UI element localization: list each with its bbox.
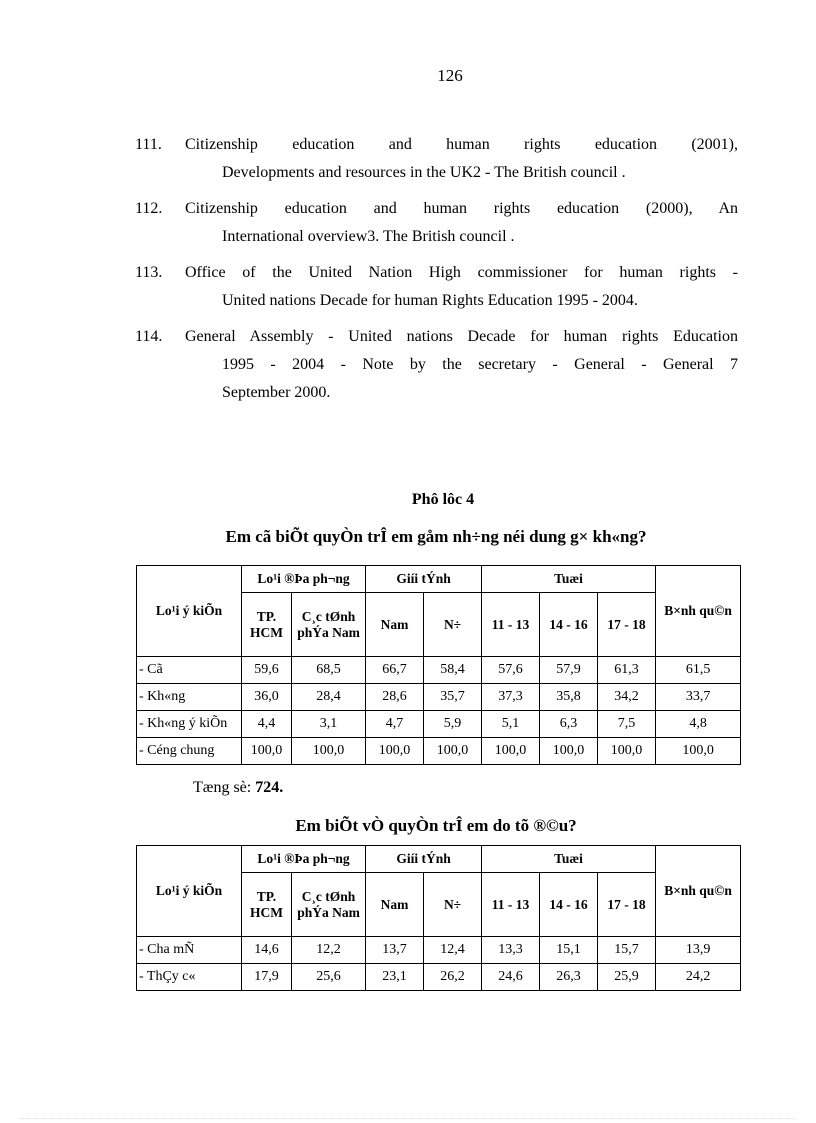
cell: 15,7: [598, 937, 656, 964]
row-label: - ThÇy c«: [137, 964, 242, 991]
header-locality: Lo¹i ®Þa ph¬ng: [242, 846, 366, 873]
row-label: - Kh«ng: [137, 684, 242, 711]
reference-text-cont: International overview3. The British council .: [222, 228, 515, 245]
cell: 100,0: [482, 738, 540, 765]
cell: 37,3: [482, 684, 540, 711]
cell: 15,1: [540, 937, 598, 964]
reference-text: Citizenship education and human rights education (2000), An: [185, 200, 738, 217]
cell: 100,0: [366, 738, 424, 765]
cell: 4,7: [366, 711, 424, 738]
header-gender: Giíi tÝnh: [366, 566, 482, 593]
row-label: - Cha mÑ: [137, 937, 242, 964]
cell: 4,8: [656, 711, 741, 738]
total-count: [193, 779, 283, 797]
cell: 24,2: [656, 964, 741, 991]
cell: 100,0: [292, 738, 366, 765]
cell: 57,6: [482, 657, 540, 684]
table-row: [137, 711, 741, 738]
header-age-11-13: 11 - 13: [482, 873, 540, 937]
cell: 57,9: [540, 657, 598, 684]
cell: 59,6: [242, 657, 292, 684]
reference-text-cont: Developments and resources in the UK2 - The British council .: [222, 164, 626, 181]
cell: 12,4: [424, 937, 482, 964]
cell: 25,9: [598, 964, 656, 991]
header-southern: C¸c tØnh phÝa Nam: [292, 873, 366, 937]
header-average: B×nh qu©n: [656, 566, 741, 657]
header-opinion-type: Lo¹i ý kiÕn: [137, 566, 242, 657]
page-bottom-divider: [20, 1118, 796, 1119]
reference-number: 111.: [135, 136, 162, 153]
cell: 35,8: [540, 684, 598, 711]
reference-text-cont: 1995 - 2004 - Note by the secretary - General - General 7: [222, 356, 738, 373]
table-row: [137, 738, 741, 765]
table-row: [137, 964, 741, 991]
cell: 13,3: [482, 937, 540, 964]
reference-text-cont: United nations Decade for human Rights Education 1995 - 2004.: [222, 292, 638, 309]
cell: 4,4: [242, 711, 292, 738]
header-hcm: TP. HCM: [242, 593, 292, 657]
cell: 26,3: [540, 964, 598, 991]
cell: 23,1: [366, 964, 424, 991]
reference-112: [135, 195, 738, 251]
total-value: 724.: [255, 779, 284, 796]
reference-111: [135, 131, 738, 187]
header-opinion-type: Lo¹i ý kiÕn: [137, 846, 242, 937]
cell: 100,0: [242, 738, 292, 765]
cell: 12,2: [292, 937, 366, 964]
header-age-17-18: 17 - 18: [598, 873, 656, 937]
header-hcm: TP. HCM: [242, 873, 292, 937]
reference-text-cont: September 2000.: [222, 384, 331, 401]
cell: 61,3: [598, 657, 656, 684]
cell: 14,6: [242, 937, 292, 964]
header-southern: C¸c tØnh phÝa Nam: [292, 593, 366, 657]
header-age: Tuæi: [482, 846, 656, 873]
header-female: N÷: [424, 873, 482, 937]
reference-number: 114.: [135, 328, 163, 345]
cell: 35,7: [424, 684, 482, 711]
cell: 5,9: [424, 711, 482, 738]
cell: 5,1: [482, 711, 540, 738]
cell: 24,6: [482, 964, 540, 991]
header-age-14-16: 14 - 16: [540, 873, 598, 937]
total-label: Tæng sè:: [193, 779, 252, 796]
cell: 28,4: [292, 684, 366, 711]
cell: 61,5: [656, 657, 741, 684]
row-label: - Kh«ng ý kiÕn: [137, 711, 242, 738]
cell: 17,9: [242, 964, 292, 991]
survey-table-2: [136, 845, 741, 991]
header-locality: Lo¹i ®Þa ph¬ng: [242, 566, 366, 593]
table1-title: Em cã biÕt quyÒn trÎ em gåm nh÷ng néi dung g× kh«ng?: [225, 527, 647, 546]
cell: 33,7: [656, 684, 741, 711]
cell: 68,5: [292, 657, 366, 684]
cell: 7,5: [598, 711, 656, 738]
table2-title: Em biÕt vÒ quyÒn trÎ em do tõ ®©u?: [295, 816, 577, 835]
row-label: - Céng chung: [137, 738, 242, 765]
cell: 100,0: [598, 738, 656, 765]
header-age-14-16: 14 - 16: [540, 593, 598, 657]
cell: 58,4: [424, 657, 482, 684]
reference-text: Citizenship education and human rights education (2001),: [185, 136, 738, 153]
header-average: B×nh qu©n: [656, 846, 741, 937]
cell: 36,0: [242, 684, 292, 711]
cell: 13,9: [656, 937, 741, 964]
header-male: Nam: [366, 593, 424, 657]
header-gender: Giíi tÝnh: [366, 846, 482, 873]
cell: 100,0: [424, 738, 482, 765]
reference-113: [135, 259, 738, 315]
reference-text: General Assembly - United nations Decade for human rights Education: [185, 328, 738, 345]
header-male: Nam: [366, 873, 424, 937]
row-label: - Cã: [137, 657, 242, 684]
cell: 34,2: [598, 684, 656, 711]
reference-number: 113.: [135, 264, 163, 281]
header-age-11-13: 11 - 13: [482, 593, 540, 657]
reference-text: Office of the United Nation High commissioner for human rights -: [185, 264, 738, 281]
cell: 6,3: [540, 711, 598, 738]
cell: 66,7: [366, 657, 424, 684]
header-age-17-18: 17 - 18: [598, 593, 656, 657]
cell: 26,2: [424, 964, 482, 991]
table-row: [137, 684, 741, 711]
cell: 3,1: [292, 711, 366, 738]
table-row: [137, 657, 741, 684]
survey-table-1: [136, 565, 741, 765]
cell: 13,7: [366, 937, 424, 964]
header-age: Tuæi: [482, 566, 656, 593]
appendix-title: Phô lôc 4: [411, 491, 475, 508]
cell: 100,0: [656, 738, 741, 765]
table-row: [137, 937, 741, 964]
header-female: N÷: [424, 593, 482, 657]
reference-114: [135, 323, 738, 407]
page-number: 126: [437, 66, 463, 85]
cell: 25,6: [292, 964, 366, 991]
reference-number: 112.: [135, 200, 163, 217]
cell: 100,0: [540, 738, 598, 765]
cell: 28,6: [366, 684, 424, 711]
